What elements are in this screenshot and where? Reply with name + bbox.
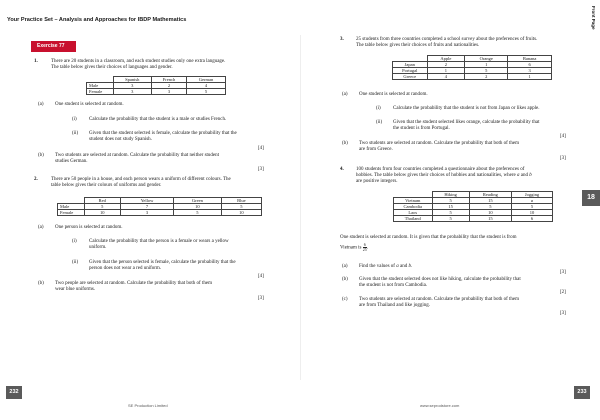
table-row-label: Portugal (393, 68, 428, 74)
q1-part-b-line2: studies German. (55, 159, 88, 164)
table-cell: 5 (221, 204, 261, 210)
table-cell: 10 (84, 210, 121, 216)
table-row (58, 210, 262, 216)
table-row-label: Male (58, 204, 85, 210)
variable-a: a (516, 173, 520, 178)
table-row (394, 216, 553, 222)
table-cell: 2 (152, 83, 187, 89)
table-cell: 10 (512, 210, 553, 216)
q4-part-a-label: (a) (342, 264, 348, 269)
q4-part-b-line2: the student is not from Cambodia. (359, 283, 428, 288)
table-row-label: Japan (393, 62, 428, 68)
table-cell: 4 (187, 83, 226, 89)
table-cell: 1 (508, 74, 552, 80)
q2-part-a-ii-label: (ii) (72, 260, 79, 265)
table-cell: 15 (469, 216, 511, 222)
q1-part-a-label: (a) (38, 102, 44, 107)
q4-part-a-mark: [3] (560, 270, 566, 275)
table-row (393, 74, 552, 80)
q3-part-a-ii-line1: Given that the student selected likes orange, calculate the probability that (393, 120, 540, 125)
table-cell: 3 (152, 89, 187, 95)
table-cell: 3 (121, 210, 174, 216)
table-header-cell: Hiking (432, 192, 469, 198)
table-row-label: Cambodia (394, 204, 433, 210)
q2-part-a-i-line1: Calculate the probability that the person is a female or wears a yellow (89, 239, 229, 244)
q3-intro-line2: The table below gives their choices of fruits and nationalities. (356, 43, 480, 48)
q4-part-b-mark: [2] (560, 290, 566, 295)
table-row-label: Vietnam (394, 198, 433, 204)
q4-part-b-line1: Given that the student selected does not like hiking, calculate the probability that (359, 277, 521, 282)
q3-part-b-line1: Two students are selected at random. Calculate the probability that both of them (359, 141, 520, 146)
q2-part-a-label: (a) (38, 225, 44, 230)
q1-part-a-ii-line2: student does not study Spanish. (89, 137, 152, 142)
q4-given-line1: One student is selected at random. It is given that the probability that the student is from (340, 235, 517, 240)
q3-number: 3. (340, 37, 344, 42)
table-row-label: Thailand (394, 216, 433, 222)
q4-part-c-mark: [3] (560, 311, 566, 316)
q2-part-a-ii-line1: Given that the person selected is female, calculate the probability that the (89, 260, 236, 265)
table-cell: 5 (465, 68, 508, 74)
q2-part-a-i-line2: uniform. (89, 245, 107, 250)
table-cell: 10 (221, 210, 261, 216)
table-header-cell: Apple (427, 56, 465, 62)
table-header-cell: Reading (469, 192, 511, 198)
q1-number: 1. (34, 59, 38, 64)
table-header-cell: Jogging (512, 192, 553, 198)
q4-intro-line2: hobbies. The table below gives their choices of hobbies and nationalities, where a and b (356, 173, 532, 178)
q3-part-b-mark: [3] (560, 156, 566, 161)
q1-language-table (86, 76, 226, 95)
table-cell: 6 (512, 216, 553, 222)
table-header-cell: German (187, 77, 226, 83)
table-cell: 3 (113, 83, 152, 89)
q3-part-a-i-label: (i) (376, 106, 381, 111)
table-row (87, 89, 226, 95)
table-cell: 5 (174, 210, 222, 216)
table-cell: 5 (432, 210, 469, 216)
q2-part-b-line2: wear blue uniforms. (55, 287, 96, 292)
q2-intro-line2: table below gives their colours of uniforms and gender. (51, 183, 162, 188)
q4-part-b-label: (b) (342, 277, 348, 282)
table-cell: 5 (432, 216, 469, 222)
q4-intro-line1: 100 students from four countries completed a questionnaire about the preferences of (356, 167, 525, 172)
footer-website: www.seprodstore.com (420, 403, 460, 408)
q2-part-a-mark: [4] (258, 274, 264, 279)
q3-part-a-ii-line2: the student is from Portugal. (393, 126, 450, 131)
page-gutter-divider (300, 35, 301, 380)
q4-part-c-label: (c) (342, 297, 348, 302)
table-cell: 2 (427, 62, 465, 68)
q2-intro-line1: There are 50 people in a house, and each person wears a uniform of different colours. The (51, 177, 231, 182)
q4-part-c-line1: Two students are selected at random. Calculate the probability that both of them (359, 297, 520, 302)
table-cell: 1 (427, 68, 465, 74)
q1-part-a-i-text: Calculate the probability that the student is a male or studies French. (89, 117, 227, 122)
table-header-cell: Yellow (121, 198, 174, 204)
table-cell: 5 (84, 204, 121, 210)
table-cell: 3 (113, 89, 152, 95)
q3-intro-line1: 25 students from three countries completed a school survey about the preferences of fruits. (356, 37, 538, 42)
q3-part-a-i-text: Calculate the probability that the student is not from Japan or likes apple. (393, 106, 540, 111)
q3-part-a-label: (a) (342, 92, 348, 97)
q1-part-a-text: One student is selected at random. (55, 102, 124, 107)
q2-uniform-table (57, 197, 262, 216)
table-row-label: Greece (393, 74, 428, 80)
table-cell: 1 (465, 62, 508, 68)
probability-fraction: $\frac{6}{25}$ (362, 242, 367, 252)
table-header-cell: Red (84, 198, 121, 204)
table-cell: 10 (469, 210, 511, 216)
q3-fruit-table (392, 55, 552, 80)
q1-part-b-line1: Two students are selected at random. Calculate the probability that neither student (55, 153, 220, 158)
q3-part-a-mark: [4] (560, 134, 566, 139)
table-cell: 3 (508, 68, 552, 74)
table-cell: 15 (432, 204, 469, 210)
q1-part-b-mark: [3] (258, 167, 264, 172)
q1-part-a-mark: [4] (258, 146, 264, 151)
q3-part-b-label: (b) (342, 141, 348, 146)
table-cell: 4 (427, 74, 465, 80)
table-cell: 15 (469, 198, 511, 204)
table-row-label: Female (58, 210, 85, 216)
q4-intro-line3: are positive integers. (356, 179, 398, 184)
q2-part-a-ii-line2: person does not wear a red uniform. (89, 266, 162, 271)
table-header-cell: French (152, 77, 187, 83)
q1-part-b-label: (b) (38, 153, 44, 158)
side-label: Front Page (591, 6, 596, 30)
q2-part-b-line1: Two people are selected at random. Calculate the probability that both of them (55, 281, 212, 286)
q1-part-a-ii-line1: Given that the student selected is female, calculate the probability that the (89, 131, 237, 136)
q2-part-a-text: One person is selected at random. (55, 225, 123, 230)
right-page-number: 233 (574, 386, 590, 399)
q4-given-line2: Vietnam is $\frac{6}{25}$ . (340, 242, 369, 252)
table-cell: 10 (174, 204, 222, 210)
q3-part-a-ii-label: (ii) (376, 120, 383, 125)
left-page-number: 232 (6, 386, 22, 399)
table-cell: 2 (465, 74, 508, 80)
table-cell: 5 (512, 204, 553, 210)
exercise-badge: Exercise 77 (31, 41, 76, 52)
table-header-cell: Green (174, 198, 222, 204)
table-cell: 5 (432, 198, 469, 204)
q4-hobby-table (393, 191, 553, 222)
table-header-cell: Spanish (113, 77, 152, 83)
table-cell: 7 (121, 204, 174, 210)
table-row-label: Female (87, 89, 114, 95)
q4-number: 4. (340, 167, 344, 172)
table-cell: a (512, 198, 553, 204)
q1-part-a-i-label: (i) (72, 117, 77, 122)
q3-part-b-line2: are from Greece. (359, 147, 393, 152)
q2-part-a-i-label: (i) (72, 239, 77, 244)
q3-part-a-text: One student is selected at random. (359, 92, 428, 97)
table-cell: 5 (187, 89, 226, 95)
table-row-label: Laos (394, 210, 433, 216)
q1-part-a-ii-label: (ii) (72, 131, 79, 136)
q2-part-b-mark: [3] (258, 296, 264, 301)
table-cell: 6 (508, 62, 552, 68)
q4-part-a-text: Find the values of a and b. (359, 264, 413, 269)
table-header-cell: Banana (508, 56, 552, 62)
table-cell: 5 (469, 204, 511, 210)
table-header-cell: Blue (221, 198, 261, 204)
q2-part-b-label: (b) (38, 281, 44, 286)
footer-publisher: SE Production Limited (128, 403, 168, 408)
table-header-cell: Orange (465, 56, 508, 62)
variable-b: b (529, 173, 532, 178)
table-row-label: Male (87, 83, 114, 89)
q2-number: 2. (34, 177, 38, 182)
q4-part-c-line2: are from Thailand and like jogging. (359, 303, 430, 308)
page-header-title: Your Practice Set – Analysis and Approaches for IBDP Mathematics (7, 17, 187, 23)
q1-intro-line2: The table below gives their choices of languages and gender. (51, 65, 173, 70)
chapter-tab: 18 (582, 190, 600, 206)
q1-intro-line1: There are 20 students in a classroom, and each student studies only one extra language. (51, 59, 226, 64)
